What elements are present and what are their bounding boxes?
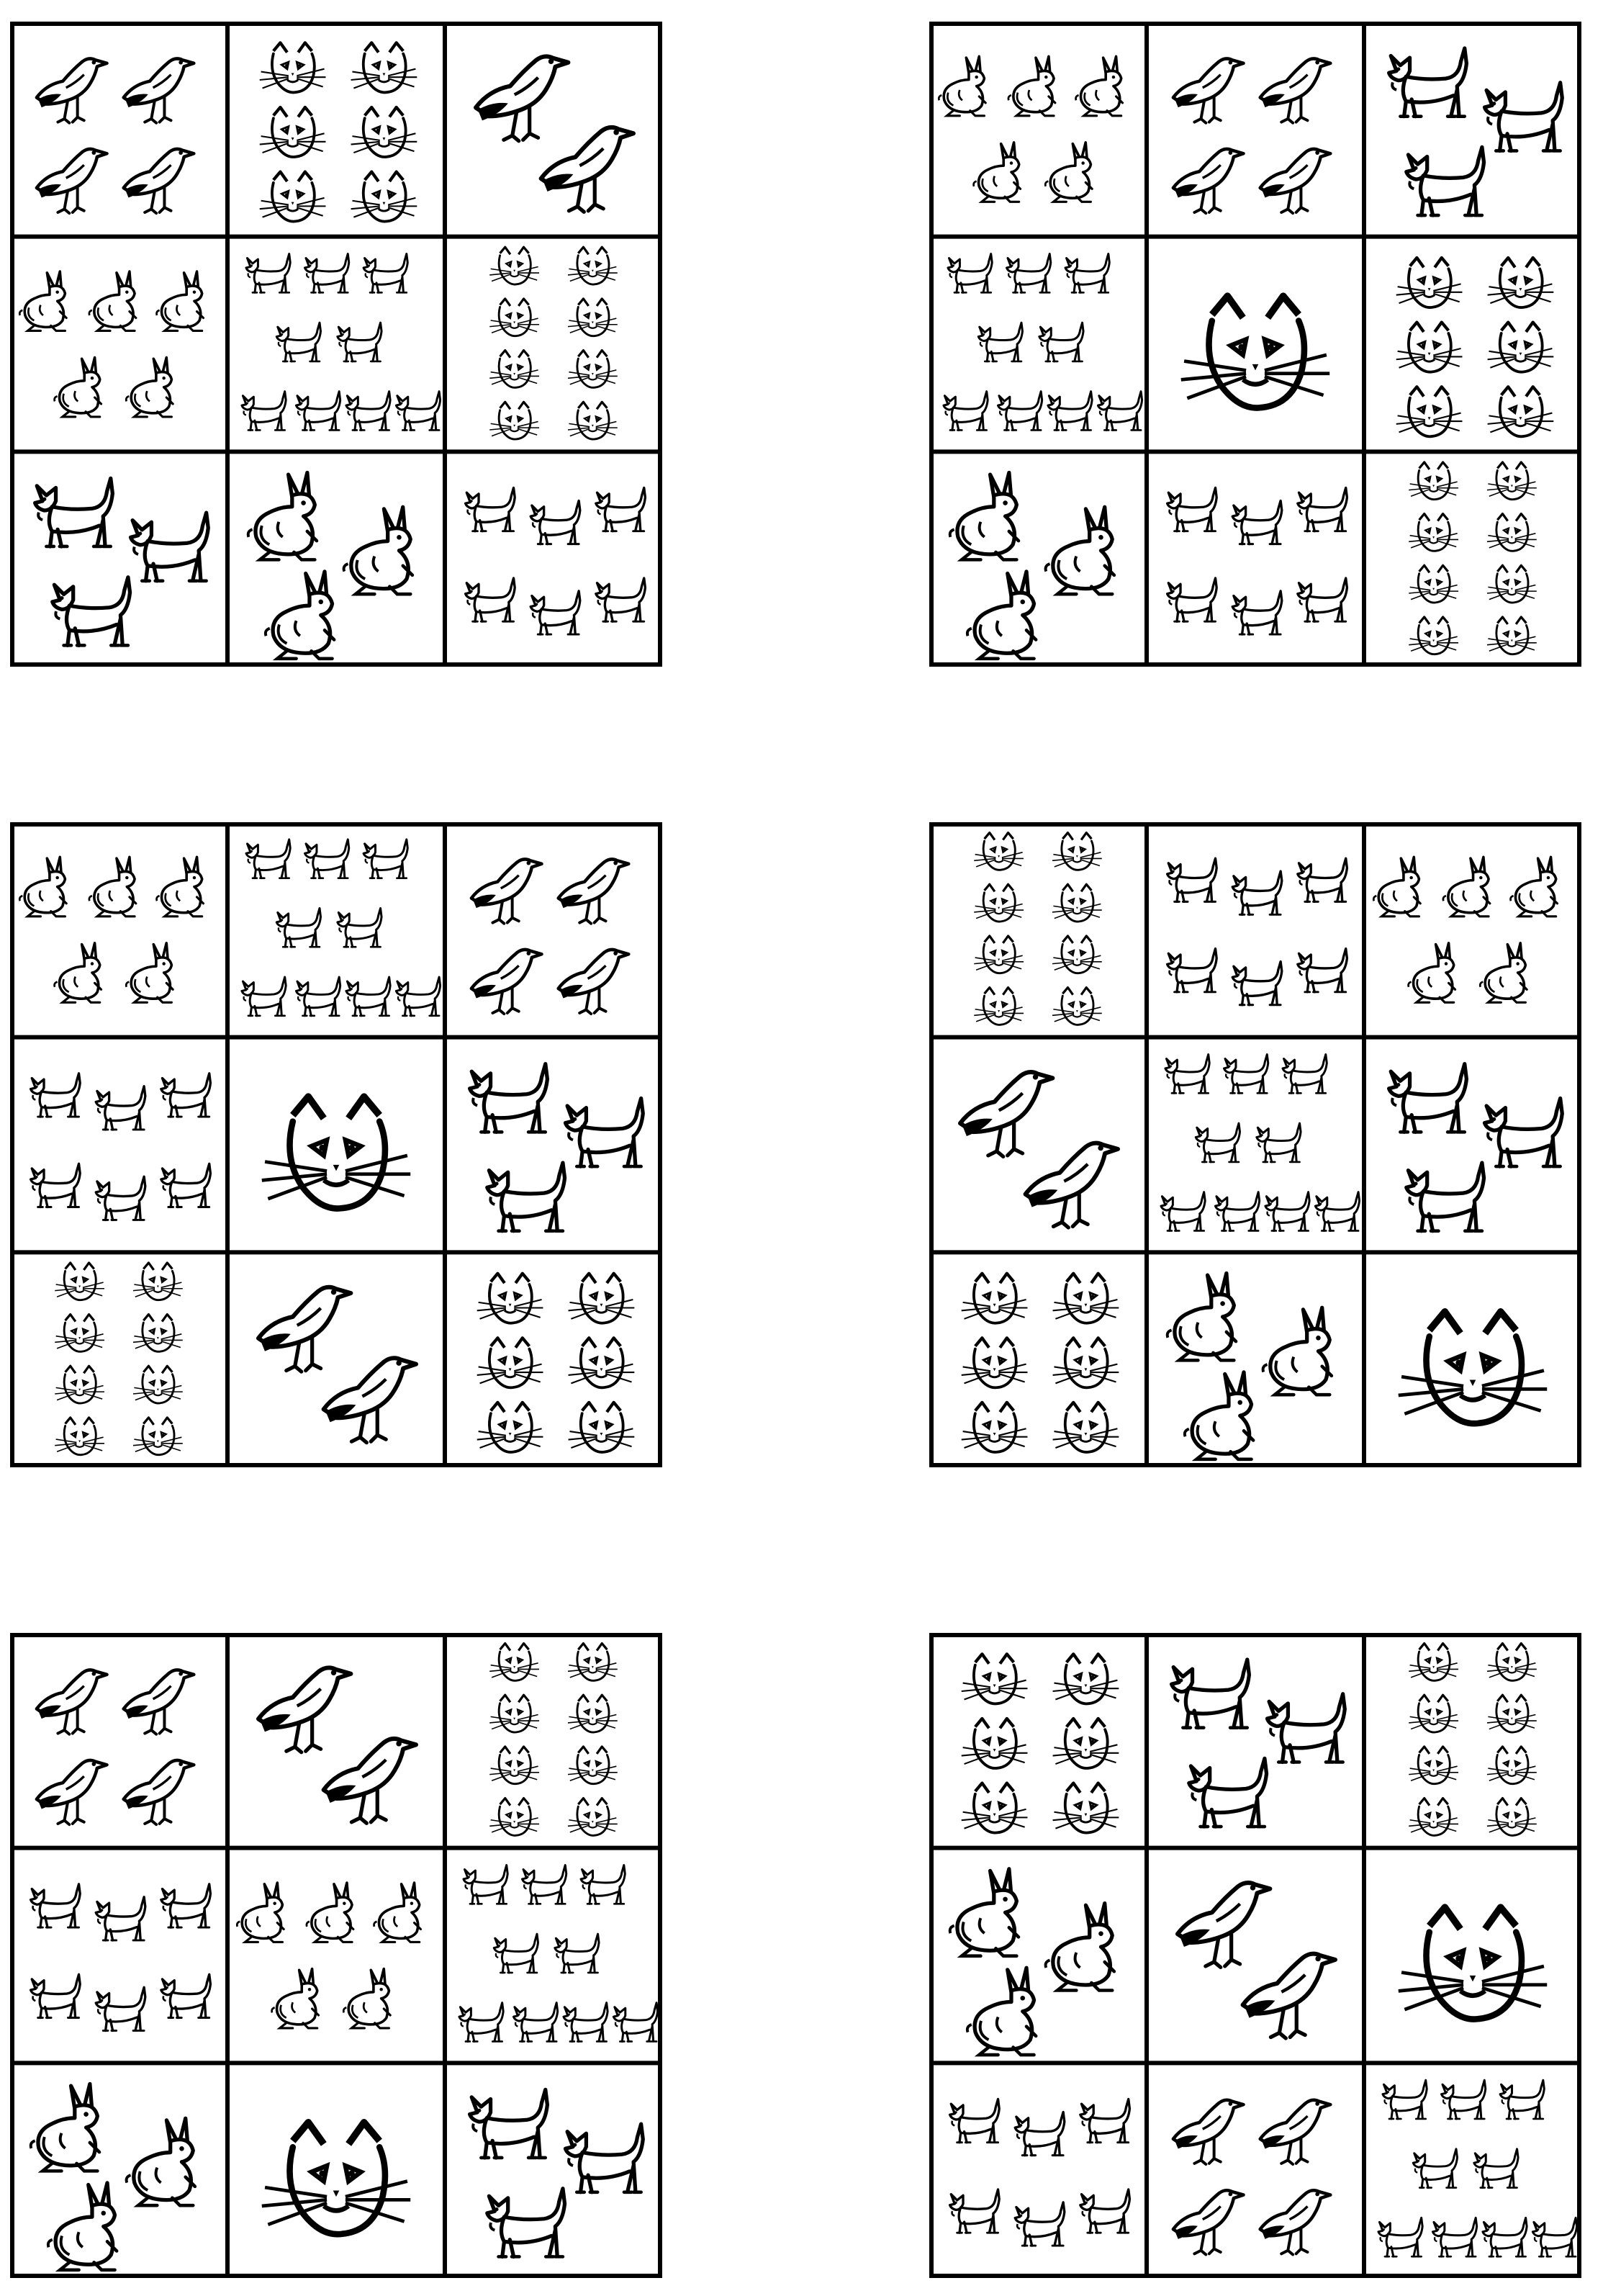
- cell-background: [445, 822, 662, 1037]
- cell-background: [10, 22, 227, 237]
- puzzle-cell-crow-4[interactable]: [445, 822, 662, 1037]
- cell-background: [227, 2063, 445, 2278]
- cell-background: [1364, 1848, 1581, 2063]
- cell-background: [1364, 822, 1581, 1037]
- cell-background: [445, 451, 662, 667]
- puzzle-cell-cat-face-8[interactable]: [929, 822, 1147, 1037]
- puzzle-cell-rabbit-3[interactable]: [10, 2063, 227, 2278]
- puzzle-cell-rabbit-3[interactable]: [929, 451, 1147, 667]
- puzzle-cell-cat-face-6[interactable]: [1364, 237, 1581, 452]
- cell-background: [1147, 1848, 1364, 2063]
- cell-background: [445, 1633, 662, 1848]
- cell-background: [10, 237, 227, 452]
- board-grid: [929, 1633, 1581, 2278]
- cell-background: [1364, 237, 1581, 452]
- cell-background: [10, 822, 227, 1037]
- cell-background: [10, 1252, 227, 1467]
- puzzle-board-4: [929, 822, 1581, 1467]
- board-grid: [10, 22, 662, 667]
- cell-background: [929, 1037, 1147, 1253]
- board-grid: [10, 1633, 662, 2278]
- puzzle-cell-cat-face-1[interactable]: [1147, 237, 1364, 452]
- puzzle-cell-cat-face-1[interactable]: [1364, 1252, 1581, 1467]
- puzzle-cell-dog-6[interactable]: [10, 1848, 227, 2063]
- puzzle-cell-rabbit-5[interactable]: [1364, 822, 1581, 1037]
- puzzle-cell-dog-6[interactable]: [1147, 451, 1364, 667]
- puzzle-cell-dog-9[interactable]: [929, 237, 1147, 452]
- cell-background: [445, 22, 662, 237]
- puzzle-cell-crow-2[interactable]: [1147, 1848, 1364, 2063]
- puzzle-cell-cat-face-6[interactable]: [929, 1633, 1147, 1848]
- cell-background: [1364, 1633, 1581, 1848]
- cell-background: [227, 1848, 445, 2063]
- puzzle-cell-dog-9[interactable]: [227, 822, 445, 1037]
- puzzle-cell-cat-face-1[interactable]: [1364, 1848, 1581, 2063]
- puzzle-cell-dog-9[interactable]: [1147, 1037, 1364, 1253]
- cell-background: [1147, 2063, 1364, 2278]
- puzzle-cell-dog-9[interactable]: [1364, 2063, 1581, 2278]
- puzzle-cell-dog-3[interactable]: [1364, 1037, 1581, 1253]
- puzzle-cell-cat-face-6[interactable]: [929, 1252, 1147, 1467]
- cell-background: [1147, 451, 1364, 667]
- puzzle-cell-crow-4[interactable]: [1147, 22, 1364, 237]
- cell-background: [929, 2063, 1147, 2278]
- puzzle-cell-rabbit-5[interactable]: [929, 22, 1147, 237]
- cell-background: [1364, 451, 1581, 667]
- puzzle-cell-dog-3[interactable]: [445, 2063, 662, 2278]
- puzzle-cell-cat-face-6[interactable]: [445, 1252, 662, 1467]
- puzzle-cell-cat-face-1[interactable]: [227, 1037, 445, 1253]
- puzzle-cell-rabbit-5[interactable]: [10, 822, 227, 1037]
- puzzle-cell-rabbit-5[interactable]: [227, 1848, 445, 2063]
- cell-background: [1147, 822, 1364, 1037]
- cell-background: [929, 822, 1147, 1037]
- puzzle-cell-crow-2[interactable]: [445, 22, 662, 237]
- puzzle-cell-dog-9[interactable]: [227, 237, 445, 452]
- puzzle-cell-crow-4[interactable]: [10, 22, 227, 237]
- board-grid: [929, 822, 1581, 1467]
- cell-background: [445, 237, 662, 452]
- cell-background: [929, 1633, 1147, 1848]
- puzzle-cell-rabbit-3[interactable]: [227, 451, 445, 667]
- cell-background: [929, 1252, 1147, 1467]
- board-grid: [10, 822, 662, 1467]
- puzzle-board-2: [929, 22, 1581, 667]
- puzzle-cell-crow-4[interactable]: [1147, 2063, 1364, 2278]
- puzzle-cell-dog-3[interactable]: [445, 1037, 662, 1253]
- puzzle-board-1: [10, 22, 662, 667]
- puzzle-cell-cat-face-8[interactable]: [10, 1252, 227, 1467]
- cell-background: [10, 1633, 227, 1848]
- puzzle-board-6: [929, 1633, 1581, 2278]
- puzzle-cell-cat-face-8[interactable]: [445, 1633, 662, 1848]
- puzzle-cell-cat-face-8[interactable]: [1364, 1633, 1581, 1848]
- puzzle-cell-cat-face-1[interactable]: [227, 2063, 445, 2278]
- cell-background: [10, 1848, 227, 2063]
- cell-background: [929, 22, 1147, 237]
- puzzle-cell-dog-3[interactable]: [1147, 1633, 1364, 1848]
- puzzle-cell-crow-4[interactable]: [10, 1633, 227, 1848]
- puzzle-cell-dog-9[interactable]: [445, 1848, 662, 2063]
- puzzle-cell-rabbit-3[interactable]: [1147, 1252, 1364, 1467]
- puzzle-cell-cat-face-8[interactable]: [1364, 451, 1581, 667]
- puzzle-cell-crow-2[interactable]: [929, 1037, 1147, 1253]
- cell-background: [227, 22, 445, 237]
- puzzle-cell-dog-3[interactable]: [10, 451, 227, 667]
- cell-background: [227, 1037, 445, 1253]
- board-grid: [929, 22, 1581, 667]
- puzzle-cell-cat-face-8[interactable]: [445, 237, 662, 452]
- puzzle-cell-dog-3[interactable]: [1364, 22, 1581, 237]
- puzzle-cell-dog-6[interactable]: [10, 1037, 227, 1253]
- puzzle-cell-cat-face-6[interactable]: [227, 22, 445, 237]
- puzzle-cell-crow-2[interactable]: [227, 1633, 445, 1848]
- cell-background: [227, 1633, 445, 1848]
- puzzle-board-5: [10, 1633, 662, 2278]
- puzzle-cell-rabbit-3[interactable]: [929, 1848, 1147, 2063]
- cell-background: [1147, 22, 1364, 237]
- puzzle-cell-dog-6[interactable]: [929, 2063, 1147, 2278]
- cell-background: [445, 1252, 662, 1467]
- cell-background: [1147, 237, 1364, 452]
- cell-background: [227, 1252, 445, 1467]
- puzzle-cell-dog-6[interactable]: [1147, 822, 1364, 1037]
- puzzle-board-3: [10, 822, 662, 1467]
- cell-background: [10, 1037, 227, 1253]
- puzzle-cell-dog-6[interactable]: [445, 451, 662, 667]
- puzzle-cell-crow-2[interactable]: [227, 1252, 445, 1467]
- cell-background: [1364, 1252, 1581, 1467]
- puzzle-cell-rabbit-5[interactable]: [10, 237, 227, 452]
